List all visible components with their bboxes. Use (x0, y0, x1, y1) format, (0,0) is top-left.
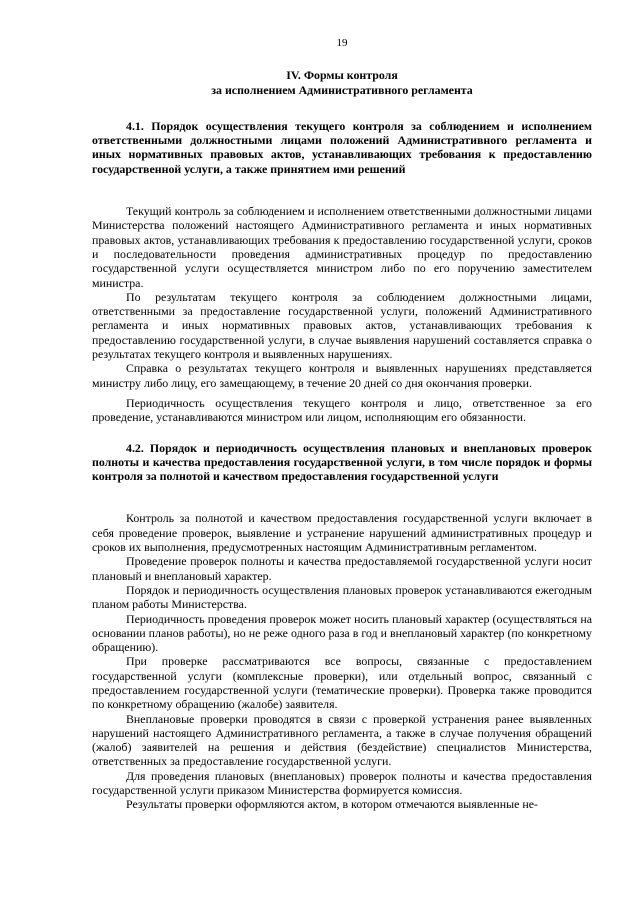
subsection-heading-4-1: 4.1. Порядок осуществления текущего контроля за соблюдением и исполнением ответственными должностными лицами положений Административного регламента и иных нормативных правовых актов, устанавливающих требования к предоставлению государственной услуги, а также принятием ими решений (92, 118, 592, 176)
paragraph: Для проведения плановых (внеплановых) проверок полноты и качества предоставления государственной услуги приказом Министерства формируется комиссия. (92, 768, 592, 798)
paragraph: Текущий контроль за соблюдением и исполнением ответственными должностными лицами Министерства положений настоящего Административного регламента и иных нормативных правовых актов, устанавливающих требования к предоставлению государственной услуги, сроков и последовательности проведения административных процедур по предоставлению государственной услуги осуществляется министром либо по его поручению заместителем министра. (92, 204, 592, 290)
paragraph: Справка о результатах текущего контроля и выявленных нарушениях представляется министру либо лицу, его замещающему, в течение 20 дней со дня окончания проверки. (92, 361, 592, 390)
paragraph: Внеплановые проверки проводятся в связи с проверкой устранения ранее выявленных нарушений настоящего Административного регламента, а также в случае получения обращений (жалоб) заявителей на решения и действия (бездействие) специалистов Министерства, ответственных за предоставление государственной услуги. (92, 711, 592, 769)
paragraph: При проверке рассматриваются все вопросы, связанные с предоставлением государственной услуги (комплексные проверки), или отдельный вопрос, связанный с предоставлением государственной услуги (тематические проверки). Проверка также проводится по конкретному обращению (жалобе) заявителя. (92, 654, 592, 712)
paragraph: По результатам текущего контроля за соблюдением должностными лицами, ответственными за предоставление государственной услуги, положений Административного регламента и иных нормативных правовых актов, устанавливающих требования к предоставлению государственной услуги, в случае выявления нарушений составляется справка о результатах текущего контроля и выявленных нарушениях. (92, 289, 592, 362)
section-title (92, 68, 592, 97)
paragraph: Проведение проверок полноты и качества предоставляемой государственной услуги носит плановый и внеплановый характер. (92, 554, 592, 583)
paragraph: Периодичность осуществления текущего контроля и лицо, ответственное за его проведение, устанавливаются министром или лицом, исполняющим его обязанности. (92, 395, 592, 425)
section-title-line-2: за исполнением Административного регламента (211, 82, 473, 97)
document-page (92, 36, 592, 812)
paragraph: Результаты проверки оформляются актом, в котором отмечаются выявленные не- (126, 797, 538, 812)
paragraph: Периодичность проведения проверок может носить плановый характер (осуществляться на основании планов работы), но не реже одного раза в год и внеплановый характер (по конкретному обращению). (92, 611, 592, 655)
paragraph: Контроль за полнотой и качеством предоставления государственной услуги включает в себя проведение проверок, выявление и устранение нарушений административных процедур и сроков их выполнения, предусмотренных настоящим Административным регламентом. (92, 511, 592, 555)
paragraph: Порядок и периодичность осуществления плановых проверок устанавливаются ежегодным планом работы Министерства. (92, 582, 592, 612)
subsection-heading-4-2: 4.2. Порядок и периодичность осуществления плановых и внеплановых проверок полноты и качества предоставления государственной услуги, в том числе порядок и формы контроля за полнотой и качеством предоставления государственной услуги (92, 440, 592, 484)
section-title-line-1: IV. Формы контроля (286, 68, 398, 83)
page-number: 19 (336, 37, 348, 49)
